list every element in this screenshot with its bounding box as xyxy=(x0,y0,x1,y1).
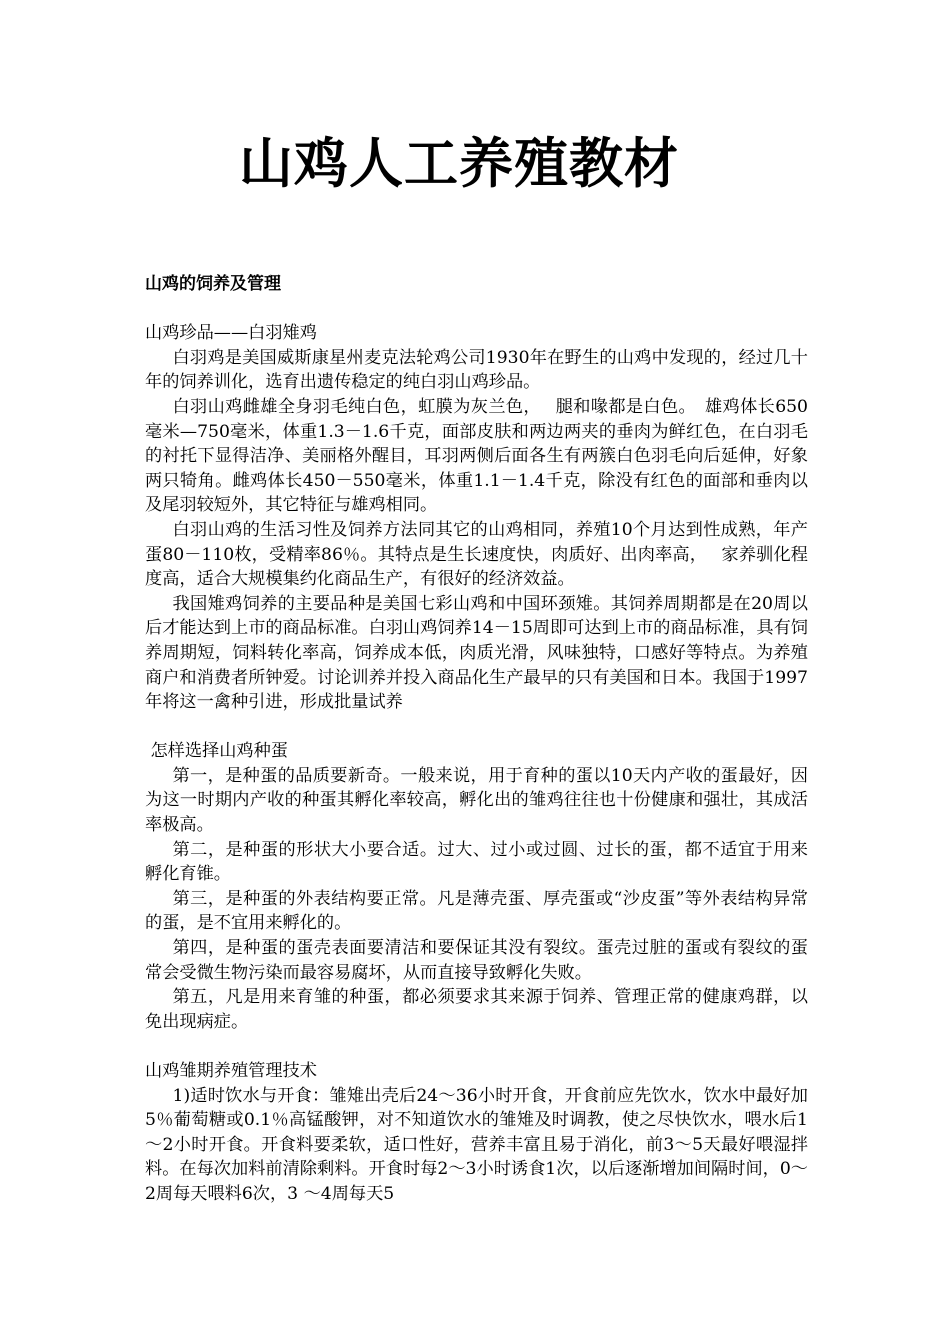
paragraph: 第二，是种蛋的形状大小要合适。过大、过小或过圆、过长的蛋，都不适宜于用来孵化育锥。 xyxy=(145,839,808,885)
document-body xyxy=(145,272,808,1207)
paragraph: 第五，凡是用来育雏的种蛋，都必须要求其来源于饲养、管理正常的健康鸡群，以免出现病症。 xyxy=(145,987,808,1032)
section-subtitle-chicks: 山鸡雏期养殖管理技术 xyxy=(145,1061,317,1081)
section-subtitle-eggs: 怎样选择山鸡种蛋 xyxy=(145,741,288,762)
spacer xyxy=(145,715,808,740)
paragraph: 白羽鸡是美国威斯康星州麦克法轮鸡公司1930年在野生的山鸡中发现的，经过几十年的饲养训化，选育出遗传稳定的纯白羽山鸡珍品。 xyxy=(145,347,808,393)
paragraph: 白羽山鸡雌雄全身羽毛纯白色，虹膜为灰兰色， 腿和喙都是白色。 雄鸡体长650毫米—750毫米，体重1.3－1.6千克，面部皮肤和两边两夹的垂肉为鲜红色，在白羽毛的衬托下显得洁净、美丽格外醒目，耳羽两侧后面各生有两簇白色羽毛向后延伸，好象两只犄角。雌鸡体长450－550毫米，体重1.1－1.4千克，除没有红色的面部和垂肉以及尾羽较短外，其它特征与雄鸡相同。 xyxy=(145,396,808,516)
section-subtitle-baiyu: 山鸡珍品——白羽雉鸡 xyxy=(145,323,317,344)
paragraph: 第三，是种蛋的外表结构要正常。凡是薄壳蛋、厚壳蛋或“沙皮蛋”等外表结构异常的蛋，是不宜用来孵化的。 xyxy=(145,888,808,934)
paragraph: 我国雉鸡饲养的主要品种是美国七彩山鸡和中国环颈雉。其饲养周期都是在20周以后才能达到上市的商品标准。白羽山鸡饲养14－15周即可达到上市的商品标准，具有饲养周期短，饲料转化率高，饲养成本低，肉质光滑，风味独特，口感好等特点。为养殖商户和消费者所钟爱。讨论训养并投入商品化生产最早的只有美国和日本。我国于1997年将这一禽种引进，形成批量试养 xyxy=(145,593,808,713)
document-title: 山鸡人工养殖教材 xyxy=(239,132,679,195)
section-heading: 山鸡的饲养及管理 xyxy=(145,274,281,294)
paragraph: 第四，是种蛋的蛋壳表面要清洁和要保证其没有裂纹。蛋壳过脏的蛋或有裂纹的蛋常会受微生物污染而最容易腐坏，从而直接导致孵化失败。 xyxy=(145,938,808,983)
paragraph: 1)适时饮水与开食：雏雉出壳后24～36小时开食，开食前应先饮水，饮水中最好加5％葡萄糖或0.1％高锰酸钾，对不知道饮水的雏雉及时调教，使之尽快饮水，喂水后1～2小时开食。开食料要柔软，适口性好，营养丰富且易于消化，前3～5天最好喂湿拌料。在每次加料前清除剩料。开食时每2～3小时诱食1次，以后逐渐增加间隔时间，0～2周每天喂料6次，3 ～4周每天5 xyxy=(145,1085,808,1204)
paragraph: 第一，是种蛋的品质要新奇。一般来说，用于育种的蛋以10天内产收的蛋最好，因为这一时期内产收的种蛋其孵化率较高，孵化出的雏鸡往往也十份健康和强壮，其成活率极高。 xyxy=(145,765,808,836)
spacer xyxy=(145,297,808,322)
spacer xyxy=(145,1034,808,1059)
paragraph: 白羽山鸡的生活习性及饲养方法同其它的山鸡相同，养殖10个月达到性成熟，年产蛋80－110枚，受精率86％。其特点是生长速度快，肉质好、出肉率高， 家养驯化程度高，适合大规模集约化商品生产，有很好的经济效益。 xyxy=(145,519,808,590)
